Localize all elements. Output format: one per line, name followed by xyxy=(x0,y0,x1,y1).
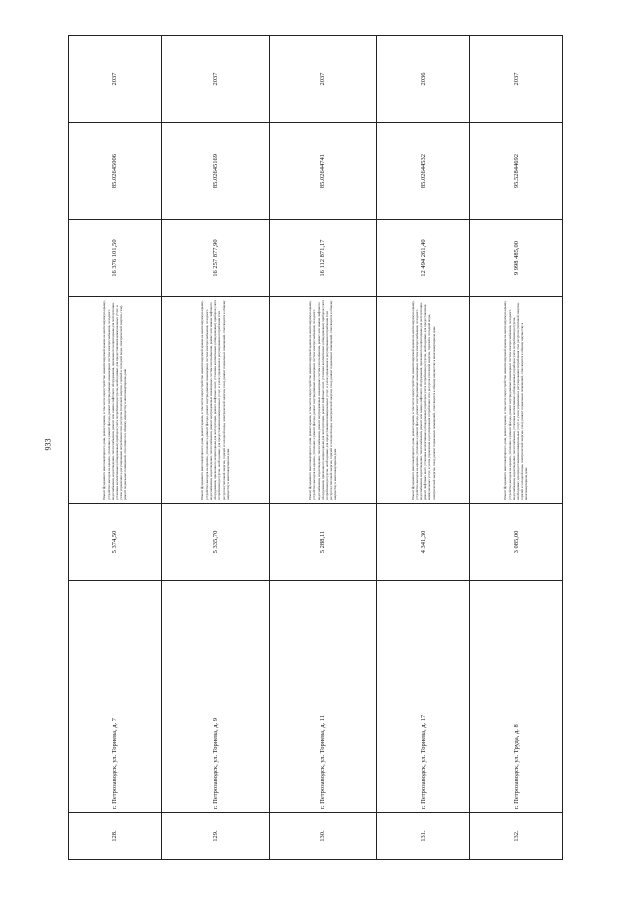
row-code: 95.52844692 xyxy=(470,123,563,220)
row-code: 85.02644741 xyxy=(269,123,377,220)
row-area: 5 335,70 xyxy=(161,504,269,581)
row-code: 85.02644532 xyxy=(377,123,470,220)
row-code: 85.02645169 xyxy=(161,123,269,220)
row-number: 130. xyxy=(269,813,377,860)
row-year: 2036 xyxy=(377,36,470,123)
row-area: 5 374,50 xyxy=(69,504,162,581)
row-cost: 16 112 871,17 xyxy=(269,220,377,297)
row-area: 5 288,11 xyxy=(269,504,377,581)
row-address: г. Петрозаводск, ул. Торнева, д. 11 xyxy=(269,581,377,813)
row-works: Ремонт фундамента многоквартирного дома, ремонт крыши, в том числе переустройство невентилируемой крыши на вентилируемую крышу, устройство выходов на кровлю, утепление и ремонт фасада, ремонт внутридомовых инженерных систем электроснабжения, холодного водоснабжения, водоотведения, теплоснабжения, установка коллективных (общедомовых) приборов учета потребления ресурсов, необходимых для предоставления коммунальных услуг, и узлов управления и регулирования потребления этих ресурсов (тепловой энергии, горячей и холодной воды, электрической энергии, газа), ремонт подвальных помещений, относящихся к общему имуществу в многоквартирном доме xyxy=(470,297,563,504)
row-works: Ремонт фундамента многоквартирного дома, ремонт крыши, в том числе переустройство невентилируемой крыши на вентилируемую крышу, устройство выходов на кровлю, утепление и ремонт фасада, ремонт внутридомовых инженерных систем электроснабжения, холодного водоснабжения, водоотведения, теплоснабжения, ремонт внутридомовых инженерных систем газоснабжения, ремонт или замена лифтового оборудования, признанного непригодным для эксплуатации, ремонт лифтовых шахт, установка коллективных (общедомовых) приборов учета потребления ресурсов, необходимых для предоставления коммунальных услуг, и узлов управления и регулирования потребления этих ресурсов (тепловой энергии, горячей и холодной воды, электрической энергии, газа), ремонт подвальных помещений, относящихся к общему имуществу в многоквартирном доме xyxy=(161,297,269,504)
row-address: г. Петрозаводск, ул. Труда, д. 8 xyxy=(470,581,563,813)
row-works: Ремонт фундамента многоквартирного дома, ремонт крыши, в том числе переустройство невентилируемой крыши на вентилируемую крышу, устройство выходов на кровлю, утепление и ремонт фасада, ремонт внутридомовых инженерных систем электроснабжения, холодного водоснабжения, водоотведения, теплоснабжения, ремонт внутридомовых инженерных систем газоснабжения, ремонт или замена лифтового оборудования, признанного непригодным для эксплуатации, ремонт лифтовых шахт, установка коллективных (общедомовых) приборов учета потребления ресурсов, необходимых для предоставления коммунальных услуг, и узлов управления и регулирования потребления этих ресурсов (тепловой энергии, горячей и холодной воды, электрической энергии, газа), ремонт подвальных помещений, относящихся к общему имуществу в многоквартирном доме xyxy=(269,297,377,504)
row-area: 3 085,00 xyxy=(470,504,563,581)
row-number: 129. xyxy=(161,813,269,860)
row-number: 132. xyxy=(470,813,563,860)
page-number: 933 xyxy=(43,438,53,451)
table-row xyxy=(377,36,470,860)
row-year: 2037 xyxy=(269,36,377,123)
row-year: 2037 xyxy=(161,36,269,123)
rotated-table-wrapper xyxy=(68,72,563,860)
row-works: Ремонт фундамента многоквартирного дома, ремонт крыши, в том числе переустройство невентилируемой крыши на вентилируемую крышу, устройство выходов на кровлю, утепление и ремонт фасада, ремонт внутридомовых инженерных систем электроснабжения, холодного водоснабжения, водоотведения, теплоснабжения, ремонт или замена лифтового оборудования, признанного непригодным для эксплуатации, установка коллективных (общедомовых) приборов учета потребления ресурсов, необходимых для предоставления коммунальных услуг, и узлов управления и регулирования потребления этих ресурсов (тепловой энергии, горячей и холодной воды, электрической энергии, газа), ремонт подвальных помещений, относящихся к общему имуществу в многоквартирном доме xyxy=(69,297,162,504)
row-number: 128. xyxy=(69,813,162,860)
housing-repair-table xyxy=(68,35,563,860)
row-number: 131. xyxy=(377,813,470,860)
row-year: 2037 xyxy=(470,36,563,123)
row-cost: 12 494 261,40 xyxy=(377,220,470,297)
row-cost: 16 257 877,90 xyxy=(161,220,269,297)
row-cost: 16 376 101,50 xyxy=(69,220,162,297)
table-row xyxy=(470,36,563,860)
table-row xyxy=(269,36,377,860)
row-cost: 9 998 485,00 xyxy=(470,220,563,297)
row-works: Ремонт фундамента многоквартирного дома, ремонт крыши, в том числе переустройство невентилируемой крыши на вентилируемую крышу, устройство выходов на кровлю, утепление и ремонт фасада, ремонт внутридомовых инженерных систем электроснабжения, холодного водоснабжения, водоотведения, теплоснабжения, ремонт или замена лифтового оборудования, признанного непригодным для эксплуатации, ремонт лифтовых шахт, установка коллективных (общедомовых) приборов учета потребления ресурсов, необходимых для предоставления коммунальных услуг, и узлов управления и регулирования потребления этих ресурсов (тепловой энергии, горячей и холодной воды, электрической энергии, газа), ремонт подвальных помещений, относящихся к общему имуществу в многоквартирном доме xyxy=(377,297,470,504)
row-year: 2037 xyxy=(69,36,162,123)
row-address: г. Петрозаводск, ул. Торнева, д. 9 xyxy=(161,581,269,813)
table-row xyxy=(69,36,162,860)
row-code: 85.02645006 xyxy=(69,123,162,220)
row-address: г. Петрозаводск, ул. Торнева, д. 7 xyxy=(69,581,162,813)
table-row xyxy=(161,36,269,860)
row-address: г. Петрозаводск, ул. Торнева, д. 17 xyxy=(377,581,470,813)
row-area: 4 341,30 xyxy=(377,504,470,581)
